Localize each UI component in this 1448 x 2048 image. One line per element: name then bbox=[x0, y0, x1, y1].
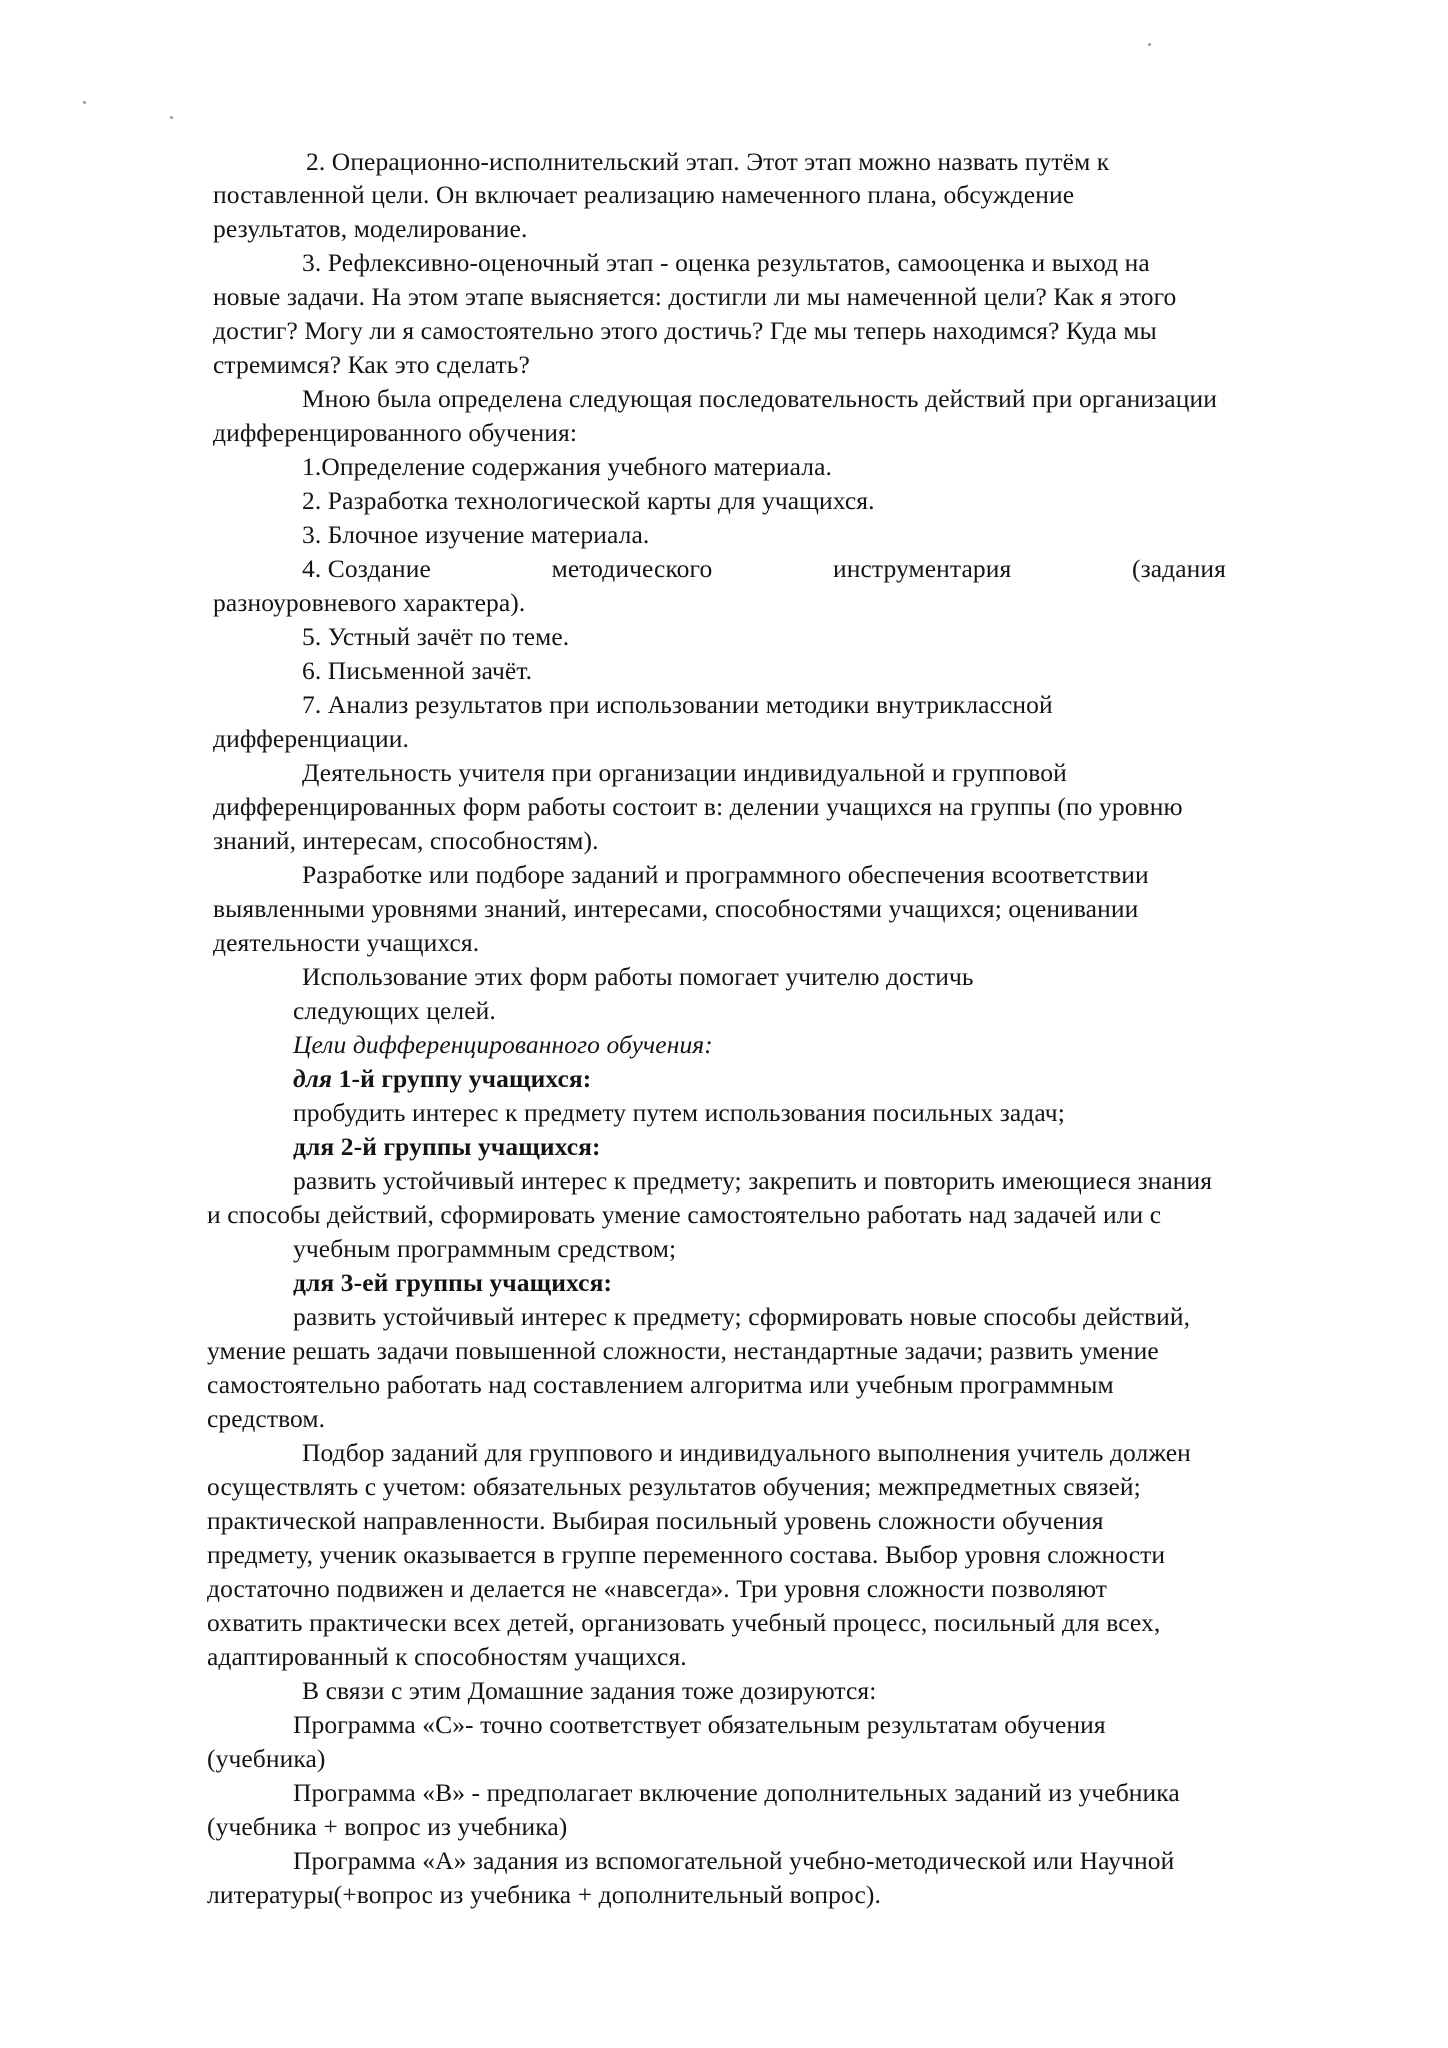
justified-word: инструментария bbox=[833, 554, 1012, 583]
group-heading: для 2-й группы учащихся: bbox=[293, 1132, 601, 1161]
text-line: литературы(+вопрос из учебника + дополнительный вопрос). bbox=[207, 1880, 881, 1909]
text-line: развить устойчивый интерес к предмету; закрепить и повторить имеющиеся знания bbox=[293, 1166, 1213, 1195]
text-line: умение решать задачи повышенной сложности, нестандартные задачи; развить умение bbox=[207, 1336, 1159, 1365]
text-line: разноуровневого характера). bbox=[213, 588, 526, 617]
text-line: стремимся? Как это сделать? bbox=[213, 350, 530, 379]
list-item-justified bbox=[302, 552, 1226, 586]
justified-word: (задания bbox=[1132, 554, 1226, 583]
text-line: дифференцированного обучения: bbox=[213, 418, 578, 447]
text-line: следующих целей. bbox=[293, 996, 496, 1025]
text-line: 7. Анализ результатов при использовании методики внутриклассной bbox=[302, 690, 1053, 719]
text-line: Разработке или подборе заданий и программного обеспечения всоответствии bbox=[302, 860, 1149, 889]
text-line: пробудить интерес к предмету путем использования посильных задач; bbox=[293, 1098, 1065, 1127]
text-line: Использование этих форм работы помогает учителю достичь bbox=[302, 962, 974, 991]
text-line: (учебника + вопрос из учебника) bbox=[207, 1812, 568, 1841]
text-line: практической направленности. Выбирая посильный уровень сложности обучения bbox=[207, 1506, 1104, 1535]
text-line: выявленными уровнями знаний, интересами, способностями учащихся; оценивании bbox=[213, 894, 1139, 923]
group-heading-prefix: для bbox=[293, 1064, 333, 1093]
scan-speck bbox=[83, 101, 86, 104]
text-line: самостоятельно работать над составлением алгоритма или учебным программным bbox=[207, 1370, 1114, 1399]
scan-speck bbox=[170, 116, 173, 119]
text-line: В связи с этим Домашние задания тоже дозируются: bbox=[302, 1676, 877, 1705]
justified-word: методического bbox=[551, 554, 713, 583]
text-line: 6. Письменной зачёт. bbox=[302, 656, 533, 685]
text-line: достаточно подвижен и делается не «навсегда». Три уровня сложности позволяют bbox=[207, 1574, 1108, 1603]
text-line: дифференцированных форм работы состоит в: делении учащихся на группы (по уровню bbox=[213, 792, 1183, 821]
text-line: (учебника) bbox=[207, 1744, 326, 1773]
text-line: средством. bbox=[207, 1404, 326, 1433]
text-line: Программа «А» задания из вспомогательной учебно-методической или Научной bbox=[293, 1846, 1175, 1875]
group-heading: для 3-ей группы учащихся: bbox=[293, 1268, 613, 1297]
text-line: поставленной цели. Он включает реализацию намеченного плана, обсуждение bbox=[213, 180, 1075, 209]
text-line: Деятельность учителя при организации индивидуальной и групповой bbox=[302, 758, 1067, 787]
text-line: 2. Разработка технологической карты для учащихся. bbox=[302, 486, 875, 515]
text-line: деятельности учащихся. bbox=[213, 928, 480, 957]
text-line: Программа «С»- точно соответствует обязательным результатам обучения bbox=[293, 1710, 1106, 1739]
text-line: достиг? Могу ли я самостоятельно этого достичь? Где мы теперь находимся? Куда мы bbox=[213, 316, 1157, 345]
text-line: 3. Блочное изучение материала. bbox=[302, 520, 650, 549]
text-line: дифференциации. bbox=[213, 724, 409, 753]
group-heading-rest: 1-й группу учащихся: bbox=[332, 1064, 592, 1093]
text-line: адаптированный к способностям учащихся. bbox=[207, 1642, 687, 1671]
text-line: предмету, ученик оказывается в группе переменного состава. Выбор уровня сложности bbox=[207, 1540, 1166, 1569]
text-line: развить устойчивый интерес к предмету; сформировать новые способы действий, bbox=[293, 1302, 1191, 1331]
text-line: Программа «В» - предполагает включение дополнительных заданий из учебника bbox=[293, 1778, 1180, 1807]
text-line: новые задачи. На этом этапе выясняется: достигли ли мы намеченной цели? Как я этого bbox=[213, 282, 1177, 311]
text-line: и способы действий, сформировать умение самостоятельно работать над задачей или с bbox=[207, 1200, 1162, 1229]
text-line: осуществлять с учетом: обязательных результатов обучения; межпредметных связей; bbox=[207, 1472, 1141, 1501]
text-line: 1.Определение содержания учебного материала. bbox=[302, 452, 833, 481]
section-heading: Цели дифференцированного обучения: bbox=[293, 1030, 713, 1059]
text-line: охватить практически всех детей, организовать учебный процесс, посильный для всех, bbox=[207, 1608, 1161, 1637]
scan-speck bbox=[1148, 43, 1151, 46]
text-line: 2. Операционно-исполнительский этап. Этот этап можно назвать путём к bbox=[306, 147, 1110, 176]
text-line: Подбор заданий для группового и индивидуального выполнения учитель должен bbox=[302, 1438, 1191, 1467]
text-line: учебным программным средством; bbox=[293, 1234, 677, 1263]
text-line: знаний, интересам, способностям). bbox=[213, 826, 599, 855]
justified-word: 4. Создание bbox=[302, 554, 431, 583]
text-line: 5. Устный зачёт по теме. bbox=[302, 622, 570, 651]
text-line: 3. Рефлексивно-оценочный этап - оценка результатов, самооценка и выход на bbox=[302, 248, 1150, 277]
text-line: результатов, моделирование. bbox=[213, 214, 528, 243]
group-heading bbox=[293, 1062, 591, 1096]
text-line: Мною была определена следующая последовательность действий при организации bbox=[302, 384, 1217, 413]
